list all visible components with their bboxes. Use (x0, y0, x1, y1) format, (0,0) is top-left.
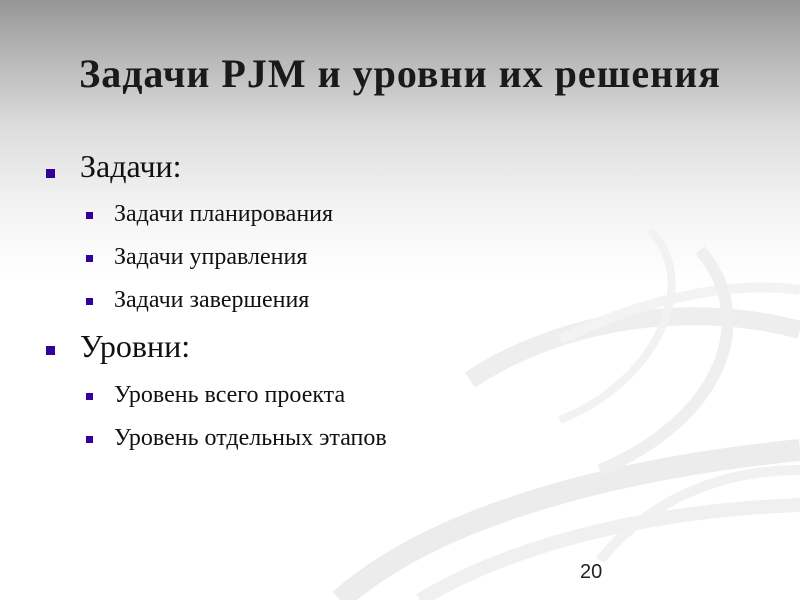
level2-bullet (86, 298, 93, 305)
slide-title: Задачи PJM и уровни их решения (79, 51, 721, 96)
level2-bullet (86, 255, 93, 262)
list-item: Уровень всего проекта (114, 382, 346, 408)
level2-bullet (86, 212, 93, 219)
list-item: Уровень отдельных этапов (114, 425, 387, 451)
level1-bullet (46, 346, 55, 355)
section-label-levels: Уровни: (80, 328, 191, 364)
list-item: Задачи управления (114, 244, 308, 270)
section-label-tasks: Задачи: (80, 148, 182, 184)
level2-bullet (86, 436, 93, 443)
list-item: Задачи планирования (114, 201, 334, 227)
level1-bullet (46, 169, 55, 178)
level2-bullet (86, 393, 93, 400)
list-item: Задачи завершения (114, 287, 310, 313)
page-number: 20 (580, 561, 603, 583)
